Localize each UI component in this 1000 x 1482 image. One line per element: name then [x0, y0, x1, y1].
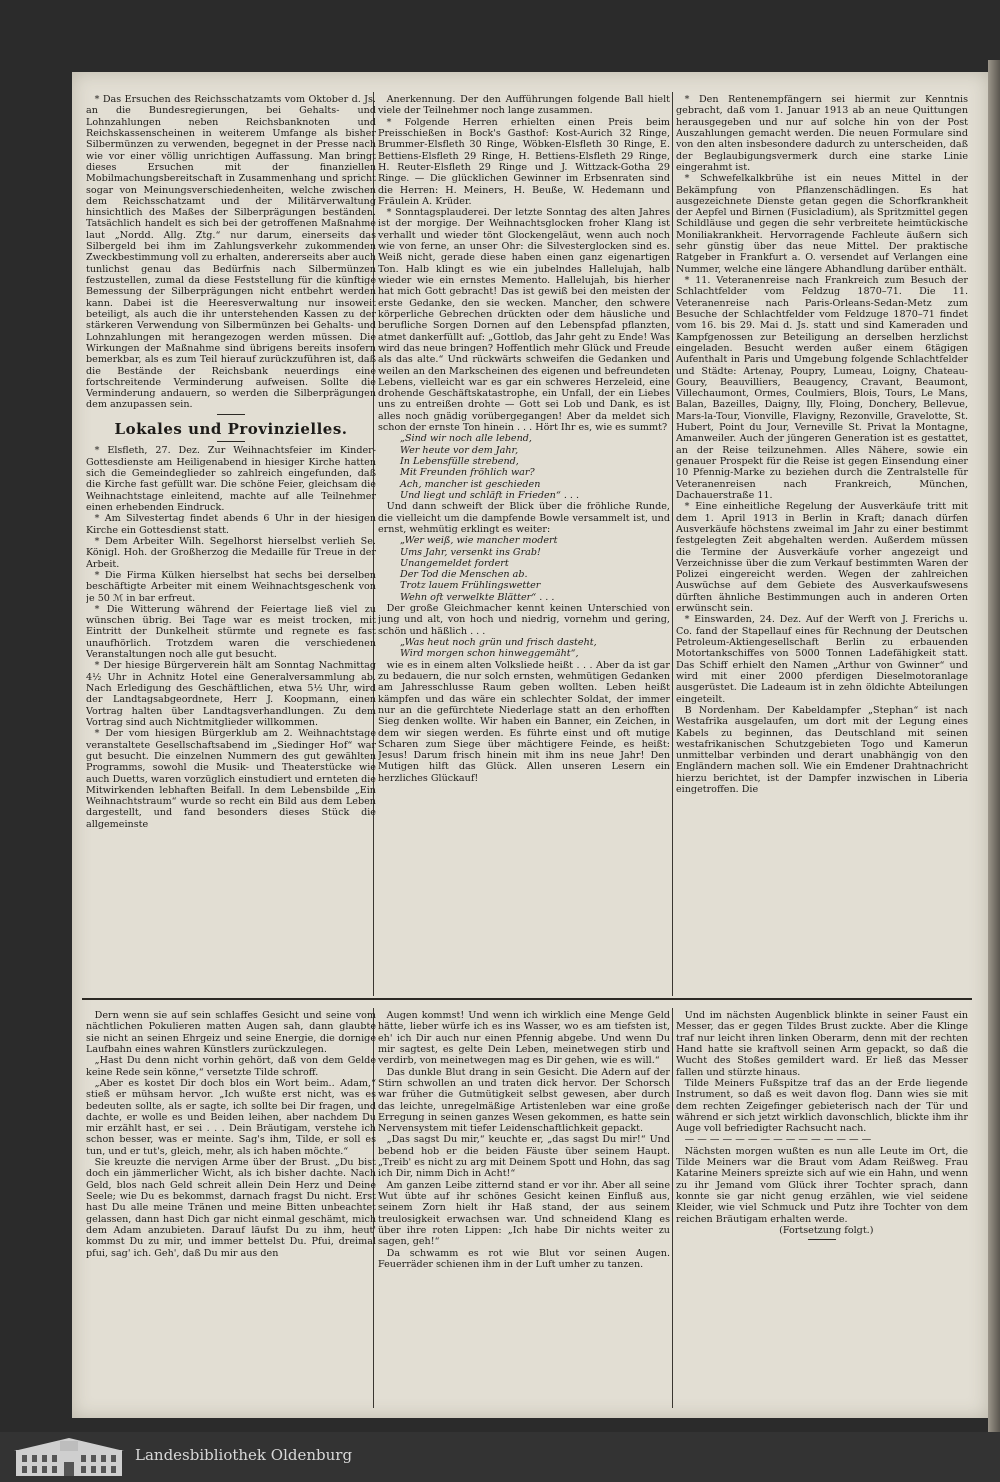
poem-line: Ums Jahr, versenkt ins Grab! — [400, 546, 541, 558]
paragraph: * Die Witterung während der Feiertage ließ viel zu wünschen übrig. Bei Tage war es meist trocken, mit Eintritt der Dunkelheit stürmte und regnete es fast unaufhörlich. Trotzdem waren die verschiedenen Veranstaltungen noch alle gut besucht. — [86, 603, 376, 661]
poem-line: „Wer weiß, wie mancher modert — [400, 535, 558, 547]
poem-line: Wehn oft verwelkte Blätter“ . . . — [400, 591, 555, 603]
paragraph: * Die Firma Külken hierselbst hat sechs bei derselben beschäftigte Arbeiter mit einem Weihnachtsgeschenk von je 50 ℳ in bar erfreut. — [86, 569, 376, 604]
paragraph: * 11. Veteranenreise nach Frankreich zum Besuch der Schlachtfelder vom Feldzug 1870–71. Die 11. Veteranenreise nach Paris-Orleans-Sedan-Metz zum Besuche der Schlachtfelder vom Feldzuge 1870–71 findet vom 16. bis 29. Mai d. Js. statt und sind Kameraden und Kampfgenossen zur Beteiligung an derselben herzlichst eingeladen. Besucht werden außer einem 6tägigen Aufenthalt in Paris und Umgebung folgende Schlachtfelder und Städte: Artenay, Poupry, Lumeau, Loigny, Chateau-Goury, Beauvilliers, Beaugency, Cravant, Beaumont, Villechaumont, Ormes, Coulmiers, Blois, Tours, Le Mans, Balan, Bazeilles, Daigny, Illy, Floing, Donchery, Bellevue, Mars-la-Tour, Vionville, Flavigny, Rezonville, Gravelotte, St. Hubert, Point du Jour, Verneville St. Privat la Montagne, Amanweiler. Auch der jüngeren Generation ist es gestattet, an der Reise teilzunehmen. Alles Nähere, sowie ein genauer Prospekt für die Reise ist gegen Einsendung einer 10 Pfennig-Marke zu beziehen durch die Zentralstelle für Veteranenreisen nach Frankreich, München, Dachauerstraße 11. — [676, 275, 968, 501]
paragraph: * Das Ersuchen des Reichsschatzamts vom Oktober d. Js. an die Bundesregierungen, bei Gehalts- und Lohnzahlungen neben Reichsbanknoten und Reichskassenscheinen in weiterem Umfange als bisher Silbermünzen zu verwenden, begegnet in der Presse nach wie vor einer völlig unrichtigen Auffassung. Man bringt dieses Ersuchen mit der finanziellen Mobilmachungsbereitschaft in Zusammenhang und spricht sogar von Meinungsverschiedenheiten, welche zwischen dem Reichsschatzamt und der Militärverwaltung hinsichtlich des Maßes der Silberprägungen beständen. Tatsächlich handelt es sich bei der getroffenen Maßnahme laut „Nordd. Allg. Ztg.“ nur darum, einerseits das Silbergeld bei ihm im Zahlungsverkehr zukommenden Zweckbestimmung voll zu erhalten, andererseits aber auch tunlichst genau das Bedürfnis nach Silbermünzen festzustellen, zumal da diese Feststellung für die künftige Bemessung der Silberprägungen nicht entbehrt werden kann. Dabei ist die Heeresverwaltung nur insoweit beteiligt, als auch die ihr unterstehenden Kassen zu der stärkeren Verwendung von Silbermünzen bei Gehalts- und Lohnzahlungen mit herangezogen werden müssen. Die Wirkungen der Maßnahme sind übrigens bereits insofern bemerkbar, als es zum Teil hierauf zurückzuführen ist, daß die Bestände der Reichsbank neuerdings eine fortschreitende Verminderung aufweisen. Sollte die Verminderung andauern, so werden die Silberprägungen dem anzupassen sein. — [86, 94, 376, 411]
short-rule — [217, 414, 245, 415]
poem-line: Trotz lauem Frühlingswetter — [400, 580, 541, 592]
column-2 — [378, 94, 670, 996]
paragraph: „Das sagst Du mir,“ keuchte er, „das sagst Du mir!“ Und bebend hob er die beiden Fäuste über seinem Haupt. „Treib' es nicht zu arg mit Deinem Spott und Hohn, das sag ich Dir, nimm Dich in Acht!“ — [378, 1134, 670, 1180]
paragraph: Nächsten morgen wußten es nun alle Leute im Ort, die Tilde Meiners war die Braut vom Adam Reißweg. Frau Katarine Meiners spreizte sich auf wie ein Hahn, und wenn zu ihr Jemand vom Glück ihrer Tochter sprach, dann konnte sie gar nicht genug erzählen, wie viel seidene Kleider, wie viel Schmuck und Putz ihre Tochter von dem reichen Bräutigam erhalten werde. — [676, 1145, 968, 1225]
paragraph: B Nordenham. Der Kabeldampfer „Stephan“ ist nach Westafrika ausgelaufen, um dort mit der Legung eines Kabels zu beginnen, das Deutschland mit seinen westafrikanischen Schutzgebieten Togo und Kamerun unmittelbar verbinden und derart unabhängig von den Engländern machen soll. Wie ein Emdener Drahtnachricht hierzu berichtet, ist der Dampfer inzwischen in Liberia eingetroffen. Die — [676, 704, 968, 796]
paragraph: Der große Gleichmacher kennt keinen Unterschied von jung und alt, von hoch und niedrig, vornehm und gering, schön und häßlich . . . — [378, 603, 670, 637]
short-rule — [808, 1239, 836, 1240]
poem-line: „Was heut noch grün und frisch dasteht, — [400, 637, 597, 648]
paragraph: Augen kommst! Und wenn ich wirklich eine Menge Geld hätte, lieber würfe ich es ins Wasser, wo es am tiefsten ist, eh' ich Dir auch nur einen Pfennig abgebe. Und wenn Du mir sagtest, es gelte Dein Leben, meinetwegen stirb und verdirb, von meinetwegen mag es Dir gehen, wie es will.“ — [378, 1010, 670, 1067]
paragraph: Anerkennung. Der den Aufführungen folgende Ball hielt viele der Teilnehmer noch lange zusammen. — [378, 94, 670, 117]
paragraph: * Am Silvestertag findet abends 6 Uhr in der hiesigen Kirche ein Gottesdienst statt. — [86, 513, 376, 536]
paragraph: * Eine einheitliche Regelung der Ausverkäufe tritt mit dem 1. April 1913 in Berlin in Kraft; danach dürfen Ausverkäufe höchstens zweimal im Jahr zu einer bestimmt festgelegten Zeit abgehalten werden. Außerdem müssen die Termine der Ausverkäufe vorher angezeigt und Verzeichnisse über die zum Verkauf bestimmten Waren der Polizei eingereicht werden. Wegen der zahlreichen Auswüchse auf dem Gebiete des Ausverkaufswesens dürften ähnliche Bestimmungen auch in anderen Orten erwünscht sein. — [676, 501, 968, 615]
poem-line: Wird morgen schon hinweggemäht“, — [400, 648, 579, 660]
poem-line: Wer heute vor dem Jahr, — [400, 444, 519, 456]
poem-line: Der Tod die Menschen ab. — [400, 569, 528, 581]
continued-note: (Fortsetzung folgt.) — [779, 1224, 874, 1236]
paragraph: Am ganzen Leibe zitternd stand er vor ihr. Aber all seine Wut übte auf ihr schönes Gesicht keinen Einfluß aus, seinem Zorn hielt ihr Haß stand, der aus seinem treulosigkeit erwachsen war. Und schneidend Klang es über ihre roten Lippen: „Ich habe Dir nichts weiter zu sagen, geh!“ — [378, 1179, 670, 1248]
paragraph: Tilde Meiners Fußspitze traf das an der Erde liegende Instrument, so daß es weit davon flog. Dann wies sie mit dem rechten Zeigefinger gebieterisch nach der Tür und während er sich jetzt wirklich davonschlich, blickte ihm ihr Auge voll befriedigter Rachsucht nach. — [676, 1077, 968, 1135]
feuilleton-column-2 — [378, 1010, 670, 1410]
library-name: Landesbibliothek Oldenburg — [135, 1446, 353, 1464]
paragraph: — — — — — — — — — — — — — — — — [684, 1134, 872, 1146]
paragraph: Und dann schweift der Blick über die fröhliche Runde, die vielleicht um die dampfende Bowle versammelt ist, und ernst, wehmütig erklingt es weiter: — [378, 501, 670, 535]
page-edge-shadow — [988, 60, 1000, 1432]
column-divider — [672, 1008, 673, 1408]
paragraph: * Einswarden, 24. Dez. Auf der Werft von J. Frerichs u. Co. fand der Stapellauf eines für Rechnung der Deutschen Petroleum-Aktiengesellschaft Berlin zu erbauenden Motortankschiffes von 5000 Tonnen Ladefähigkeit statt. Das Schiff erhielt den Namen „Arthur von Gwinner“ und wird mit einer 2000 pferdigen Dieselmotoranlage ausgerüstet. Die Ladeaum ist in zehn öldichte Abteilungen eingeteilt. — [676, 614, 968, 705]
story-paragraphs — [676, 1010, 968, 1225]
paragraph: * Elsfleth, 27. Dez. Zur Weihnachtsfeier im Kinder-Gottesdienste am Heiligenabend in hiesiger Kirche hatten sich die Gemeindeglieder so zahlreich eingefunden, daß die Kirche fast gefüllt war. Die schöne Feier, gleichsam die Weihnachtstage einleitend, machte auf alle Teilnehmer einen erhebenden Eindruck. — [86, 445, 376, 513]
paragraph: * Den Rentenempfängern sei hiermit zur Kenntnis gebracht, daß vom 1. Januar 1913 ab an neue Quittungen herausgegeben und nur auf solche hin von der Post Auszahlungen gemacht werden. Die neuen Formulare sind von den alten insbesondere dadurch zu unterscheiden, daß der Beglaubigungsvermerk durch eine starke Linie eingerahmt ist. — [676, 94, 968, 173]
poem-verse — [378, 637, 670, 660]
news-items — [676, 94, 968, 795]
paragraph: „Hast Du denn nicht vorhin gehört, daß von dem Gelde keine Rede sein könne,“ versetzte Tilde schroff. — [86, 1055, 376, 1078]
poem-line: Unangemeldet fordert — [400, 557, 509, 569]
story-paragraphs — [378, 1010, 670, 1270]
feuilleton-column-3 — [676, 1010, 968, 1410]
story-paragraphs — [86, 1010, 376, 1259]
paragraph: * Schwefelkalkbrühe ist ein neues Mittel in der Bekämpfung von Pflanzenschädlingen. Es hat ausgezeichnete Dienste getan gegen die Schorfkrankheit der Aepfel und Birnen (Fusicladium), als Spritzmittel gegen Schildläuse und gegen die sehr verbreitete heimtückische Moniliakrankheit. Hervorragende Fachleute äußern sich sehr günstig über das neue Mittel. Der praktische Ratgeber in Frankfurt a. O. versendet auf Verlangen eine Nummer, welche eine längere Abhandlung darüber enthält. — [676, 173, 968, 275]
paragraph: „Aber es kostet Dir doch blos ein Wort beim.. Adam,“ stieß er mühsam hervor. „Ich wußte erst nicht, was es bedeuten sollte, als er sagte, ich sollte bei Dir fragen, und dachte, er wolle es und Beiden leihen, aber nachdem Du mir erzählt hast, er sei . . . Dein Bräutigam, verstehe ich schon besser, was er meinte. Sag's ihm, Tilde, er soll es tun, und er tut's, gleich, mehr, als ich haben möchte.“ — [86, 1077, 376, 1157]
poem-line: „Sind wir noch alle lebend, — [400, 433, 532, 445]
short-rule — [217, 441, 245, 442]
news-items — [378, 660, 670, 784]
poem-line: Ach, mancher ist geschieden — [400, 478, 541, 490]
news-items — [86, 94, 376, 411]
feuilleton-divider — [82, 998, 972, 1000]
library-building-icon — [10, 1436, 128, 1478]
paragraph: wie es in einem alten Volksliede heißt . . . Aber da ist gar zu bedauern, die nur solch ernsten, wehmütigen Gedanken am Jahresschlusse Raum geben wollten. Leben heißt kämpfen und das wäre ein schlechter Soldat, der immer nur an die gefürchtete Niederlage statt an den erhofften Sieg denken wollte. Wir haben ein Banner, ein Zeichen, in dem wir siegen werden. Es führte einst und oft mutige Scharen zum Siege über mächtigere Feinde, es heißt: Jesus! Darum frisch hinein mit ihm ins neue Jahr! Den Mutigen hilft das Glück. Allen unseren Lesern ein herzliches Glückauf! — [378, 659, 670, 784]
poem-line: Mit Freunden fröhlich war? — [400, 467, 535, 479]
news-items — [378, 94, 670, 433]
newspaper-page — [72, 72, 988, 1418]
paragraph: * Der hiesige Bürgerverein hält am Sonntag Nachmittag 4½ Uhr in Achnitz Hotel eine Generalversammlung ab. Nach Erledigung des Geschäftlichen, etwa 5½ Uhr, wird der Landtagsabgeordnete, Herr J. Koopmann, einen Vortrag halten über Landtagsverhandlungen. Zu dem Vortrag sind auch Nichtmitglieder willkommen. — [86, 660, 376, 728]
paragraph: Das dunkle Blut drang in sein Gesicht. Die Adern auf der Stirn schwollen an und traten dick hervor. Der Schorsch war früher die Gutmütigkeit selbst gewesen, aber durch das leichte, unregelmäßige Artistenleben war eine große Erregung in seinen ganzes Wesen gekommen, es hatte sein Nervensystem mit tiefer Leidenschaftlichkeit gepackt. — [378, 1066, 670, 1135]
paragraph: Da schwamm es rot wie Blut vor seinen Augen. Feuerräder schienen ihm in der Luft umher zu tanzen. — [378, 1247, 670, 1270]
paragraph: Und im nächsten Augenblick blinkte in seiner Faust ein Messer, das er gegen Tildes Brust zuckte. Aber die Klinge traf nur leicht ihren linken Oberarm, denn mit der rechten Hand hatte sie kraftvoll seinen Arm gepackt, so daß die Wucht des Stoßes gemildert ward. Er ließ das Messer fallen und stürzte hinaus. — [676, 1010, 968, 1078]
paragraph: Dern wenn sie auf sein schlaffes Gesicht und seine vom nächtlichen Pokulieren matten Augen sah, dann glaubte sie nicht an seinen Ehrgeiz und seine Energie, die dornige Laufbahn eines wahren Künstlers zurückzulegen. — [86, 1010, 376, 1055]
local-news-items — [86, 445, 376, 830]
section-heading: Lokales und Provinzielles. — [114, 419, 348, 438]
feuilleton-column-1 — [86, 1010, 376, 1410]
paragraph: * Folgende Herren erhielten einen Preis beim Preisschießen in Bock's Gasthof: Kost-Aurich 32 Ringe, Brummer-Elsfleth 30 Ringe, Wöbken-Elsfleth 30 Ringe, E. Bettiens-Elsfleth 29 Ringe, H. Bettiens-Elsfleth 29 Ringe, H. Reuter-Elsfleth 29 Ringe und J. Wittzack-Gotha 29 Ringe. — Die glücklichen Gewinner im Erbsenraten sind die Herren: H. Meiners, H. Beuße, W. Hedemann und Fräulein A. Krüder. — [378, 116, 670, 207]
poem-verse — [378, 433, 670, 501]
paragraph: * Sonntagsplauderei. Der letzte Sonntag des alten Jahres ist der morgige. Der Weihnachtsglocken froher Klang ist verhallt und wieder tönt Glockengeläut, wenn auch noch wie von ferne, an unser Ohr: die Silvesterglocken sind es. Weiß nicht, gerade diese haben einen ganz eigenartigen Ton. Halb klingt es wie ein jubelndes Hallelujah, halb wieder wie ein ernstes Memento. Hallelujah, bis hierher hat mich Gott gebracht! Das ist gewiß bei den meisten der erste Gedanke, den sie wecken. Mancher, den schwere körperliche Gebrechen drückten oder dem häusliche und berufliche Sorgen Dornen auf den Lebenspfad pflanzten, atmet dankerfüllt auf: „Gottlob, das Jahr geht zu Ende! Was wird das neue bringen? Hoffentlich mehr Glück und Freude als das alte.“ Und rückwärts schweifen die Gedanken und weilen an den Markscheinen des eigenen und befreundeten Lebens, vielleicht war es gar ein schweres Herzeleid, eine drohende Geschäftskatastrophe, ein Unfall, der ein Liebes uns zu entreißen drohte — Gott sei Lob und Dank, es ist alles noch gnädig vorübergegangen! Aber da meldet sich schon der ernste Ton hinein . . . Hört Ihr es, wie es summt? — [378, 207, 670, 434]
paragraph: Sie kreuzte die nervigen Arme über der Brust. „Du bist doch ein jämmerlicher Wicht, als ich bisher dachte. Nach Geld, blos nach Geld schreit allein Dein Herz und Deine Seele; wie Du es bekommst, darnach fragst Du nicht. Erst hast Du alle meine Tränen und meine Bitten unbeachtet gelassen, dann hast Dich gar nicht einmal geschämt, mich dem Adam anzubieten. Darauf läufst Du zu ihm, heut' kommst Du zu mir, und immer bettelst Du. Pfui, dreimal pfui, sag' ich. Geh', daß Du mir aus den — [86, 1157, 376, 1259]
news-items — [378, 501, 670, 535]
column-3 — [676, 94, 968, 996]
column-divider — [672, 92, 673, 996]
paragraph: * Dem Arbeiter Wilh. Segelhorst hierselbst verlieh Se. Königl. Hoh. der Großherzog die Medaille für Treue in der Arbeit. — [86, 535, 376, 570]
poem-line: Und liegt und schläft in Frieden“ . . . — [400, 489, 580, 501]
paragraph: * Der vom hiesigen Bürgerklub am 2. Weihnachtstage veranstaltete Gesellschaftsabend im „Siedinger Hof“ war gut besucht. Die einzelnen Nummern des gut gewählten Programms, sowohl die Musik- und Theaterstücke wie auch Duetts, waren vorzüglich einstudiert und ernteten die Mitwirkenden lebhaften Beifall. In dem Lebensbilde „Ein Weihnachtstraum“ wurde so recht ein Bild aus dem Leben dargestellt, und fand besonders dieses Stück die allgemeinste — [86, 728, 376, 830]
poem-verse — [378, 535, 670, 603]
news-items — [378, 603, 670, 637]
column-1 — [86, 94, 376, 996]
poem-line: In Lebensfülle strebend, — [400, 456, 519, 467]
